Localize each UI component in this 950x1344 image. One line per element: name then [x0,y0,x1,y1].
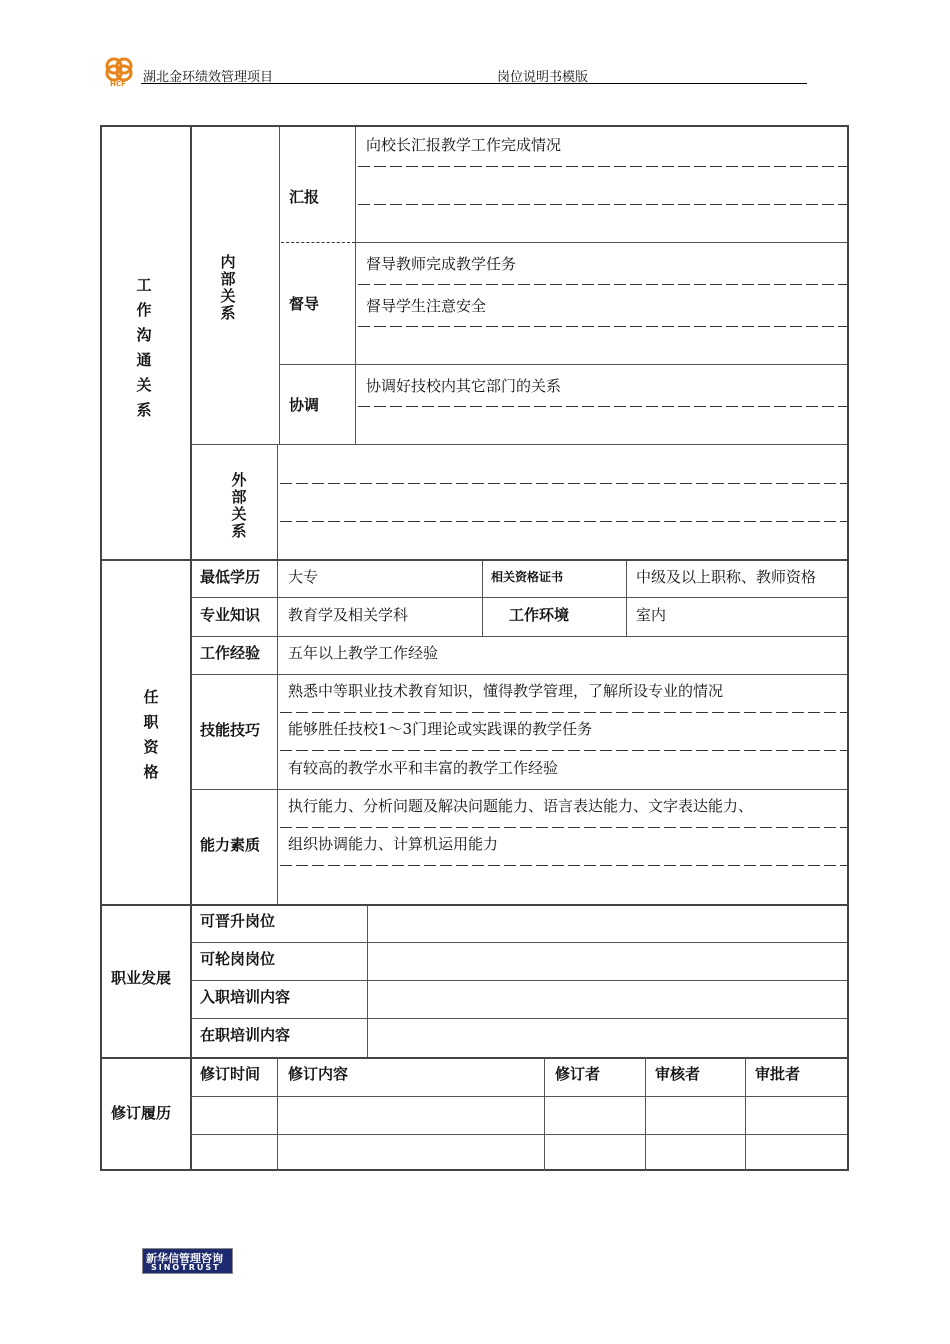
skill-item: 有较高的教学水平和丰富的教学工作经验 [288,759,559,777]
report-label: 汇报 [289,188,320,206]
min-education-label: 最低学历 [200,568,261,586]
dash-line [280,483,847,484]
divider [190,1096,847,1097]
divider [279,364,847,365]
section-label-qualification: 任职资格 [143,688,159,781]
knowledge-value: 教育学及相关学科 [288,606,409,624]
dash-line [280,712,847,713]
experience-value: 五年以上教学工作经验 [288,644,439,662]
cert-label: 相关资格证书 [491,570,564,584]
external-relation-label: 外部关系 [231,471,247,540]
footer-logo-en: SINOTRUST [151,1263,221,1272]
dash-line [280,750,847,751]
col-divider [190,127,192,1171]
section-label-communication: 工作沟通关系 [136,276,152,419]
skill-item: 熟悉中等职业技术教育知识，懂得教学管理，了解所设专业的情况 [288,682,724,700]
divider [745,1058,746,1171]
revision-col-header: 修订者 [555,1065,601,1083]
divider [645,1058,646,1171]
company-logo [101,53,137,89]
ability-item: 组织协调能力、计算机运用能力 [288,835,499,853]
knowledge-label: 专业知识 [200,606,261,624]
divider [190,1134,847,1135]
divider [277,1058,278,1171]
divider [277,560,278,904]
supervise-item: 督导教师完成教学任务 [366,255,517,273]
divider [190,1018,847,1019]
divider [190,980,847,981]
divider [355,242,847,243]
career-row-label: 可晋升岗位 [200,912,276,930]
section-divider [102,559,847,561]
divider [367,905,368,1057]
environment-value: 室内 [636,606,667,624]
divider [281,242,355,243]
header-rule [141,83,807,84]
footer-logo-cn: 新华信管理咨询 [146,1252,223,1265]
dash-line [358,326,847,327]
footer-logo [142,1248,233,1274]
section-label-revision: 修订履历 [111,1104,172,1122]
skills-label: 技能技巧 [200,721,261,739]
divider [190,942,847,943]
ability-label: 能力素质 [200,836,261,854]
supervise-item: 督导学生注意安全 [366,297,487,315]
internal-relation-label: 内部关系 [220,253,236,322]
dash-line [280,521,847,522]
skill-item: 能够胜任技校1～3门理论或实践课的教学任务 [288,720,593,738]
coordinate-label: 协调 [289,396,320,414]
environment-label: 工作环境 [509,606,570,624]
coordinate-item: 协调好技校内其它部门的关系 [366,377,562,395]
revision-col-header: 修订时间 [200,1065,261,1083]
experience-label: 工作经验 [200,644,261,662]
cert-value: 中级及以上职称、教师资格 [636,568,817,586]
revision-col-header: 审核者 [655,1065,701,1083]
divider [277,444,278,559]
dash-line [358,284,847,285]
career-row-label: 可轮岗岗位 [200,950,276,968]
dash-line [280,865,847,866]
divider [626,560,627,636]
report-item: 向校长汇报教学工作完成情况 [366,136,562,154]
revision-col-header: 审批者 [755,1065,801,1083]
divider [190,597,847,598]
dash-line [358,166,847,167]
divider [190,674,847,675]
divider [190,789,847,790]
header-project: 湖北金环绩效管理项目 [143,70,274,85]
career-row-label: 入职培训内容 [200,988,291,1006]
divider [190,636,847,637]
section-divider [102,904,847,906]
ability-item: 执行能力、分析问题及解决问题能力、语言表达能力、文字表达能力、 [288,797,754,815]
section-label-career: 职业发展 [111,969,172,987]
divider [544,1058,545,1171]
divider [190,444,847,445]
section-divider [102,1057,847,1059]
supervise-label: 督导 [289,295,320,313]
revision-col-header: 修订内容 [288,1065,349,1083]
header-doc-type: 岗位说明书模版 [497,70,589,85]
divider [355,127,356,444]
dash-line [280,827,847,828]
divider [279,127,280,444]
min-education-value: 大专 [288,568,319,586]
dash-line [358,204,847,205]
divider [482,560,483,636]
career-row-label: 在职培训内容 [200,1026,291,1044]
logo-text: HCF [110,80,126,88]
dash-line [358,406,847,407]
